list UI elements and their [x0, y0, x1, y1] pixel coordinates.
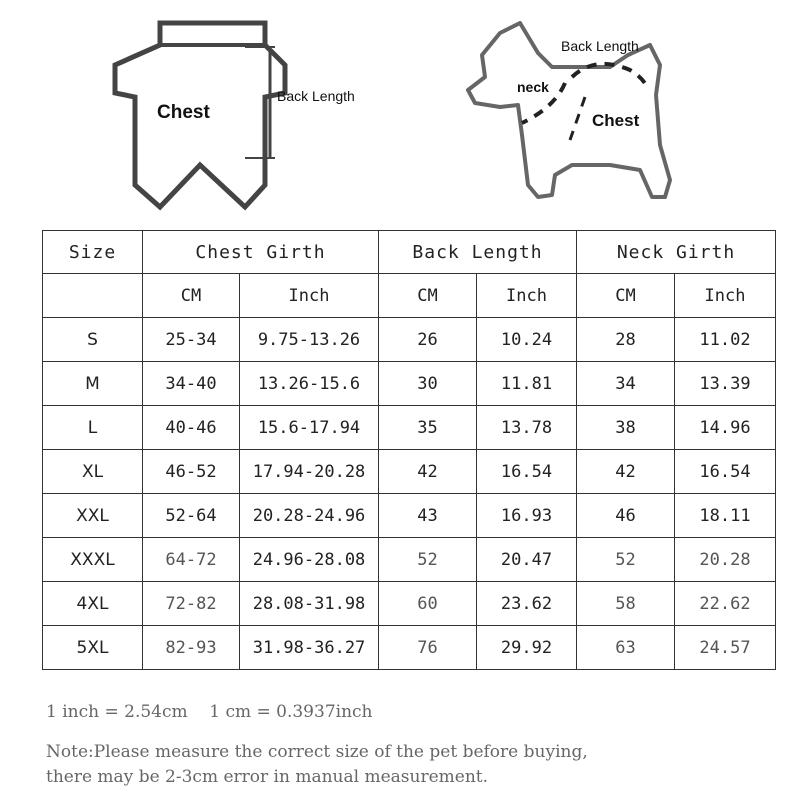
value-cell: 24.96-28.08: [240, 538, 379, 582]
size-cell: S: [43, 318, 143, 362]
value-cell: 11.02: [675, 318, 776, 362]
value-cell: 17.94-20.28: [240, 450, 379, 494]
value-cell: 40-46: [143, 406, 240, 450]
unit-chest-inch: Inch: [240, 274, 379, 318]
value-cell: 34-40: [143, 362, 240, 406]
value-cell: 42: [379, 450, 477, 494]
value-cell: 52-64: [143, 494, 240, 538]
value-cell: 24.57: [675, 626, 776, 670]
value-cell: 38: [577, 406, 675, 450]
value-cell: 13.26-15.6: [240, 362, 379, 406]
table-header-row: [43, 231, 776, 274]
size-cell: 4XL: [43, 582, 143, 626]
coat-outline-icon: [100, 15, 380, 215]
conversion-note: 1 inch = 2.54cm 1 cm = 0.3937inch: [46, 702, 373, 722]
unit-neck-cm: CM: [577, 274, 675, 318]
value-cell: 35: [379, 406, 477, 450]
value-cell: 20.47: [477, 538, 577, 582]
table-row: [43, 318, 776, 362]
value-cell: 63: [577, 626, 675, 670]
table-body: [43, 318, 776, 670]
value-cell: 34: [577, 362, 675, 406]
value-cell: 64-72: [143, 538, 240, 582]
value-cell: 31.98-36.27: [240, 626, 379, 670]
value-cell: 13.78: [477, 406, 577, 450]
size-cell: XXXL: [43, 538, 143, 582]
header-neck-girth: Neck Girth: [577, 231, 776, 274]
size-chart-table: [42, 230, 776, 670]
size-cell: XXL: [43, 494, 143, 538]
value-cell: 20.28: [675, 538, 776, 582]
header-size: Size: [43, 231, 143, 274]
value-cell: 16.93: [477, 494, 577, 538]
value-cell: 16.54: [675, 450, 776, 494]
size-cell: M: [43, 362, 143, 406]
dog-neck-label: neck: [517, 79, 549, 95]
value-cell: 52: [379, 538, 477, 582]
value-cell: 9.75-13.26: [240, 318, 379, 362]
value-cell: 23.62: [477, 582, 577, 626]
value-cell: 42: [577, 450, 675, 494]
value-cell: 15.6-17.94: [240, 406, 379, 450]
value-cell: 22.62: [675, 582, 776, 626]
measure-note-line1: Note:Please measure the correct size of the pet before buying,: [46, 742, 588, 762]
table-row: [43, 582, 776, 626]
header-blank: [43, 274, 143, 318]
table-units-row: [43, 274, 776, 318]
value-cell: 60: [379, 582, 477, 626]
unit-back-cm: CM: [379, 274, 477, 318]
dog-chest-label: Chest: [592, 111, 640, 130]
value-cell: 28.08-31.98: [240, 582, 379, 626]
measure-note-line2: there may be 2-3cm error in manual measurement.: [46, 767, 488, 787]
value-cell: 72-82: [143, 582, 240, 626]
table-row: [43, 362, 776, 406]
coat-chest-label: Chest: [157, 102, 210, 123]
value-cell: 20.28-24.96: [240, 494, 379, 538]
header-back-length: Back Length: [379, 231, 577, 274]
value-cell: 16.54: [477, 450, 577, 494]
table-row: [43, 494, 776, 538]
value-cell: 25-34: [143, 318, 240, 362]
value-cell: 46-52: [143, 450, 240, 494]
dog-back-length-label: Back Length: [561, 38, 639, 54]
value-cell: 10.24: [477, 318, 577, 362]
value-cell: 14.96: [675, 406, 776, 450]
value-cell: 58: [577, 582, 675, 626]
value-cell: 82-93: [143, 626, 240, 670]
size-cell: XL: [43, 450, 143, 494]
value-cell: 46: [577, 494, 675, 538]
unit-neck-inch: Inch: [675, 274, 776, 318]
table-row: [43, 406, 776, 450]
table-row: [43, 538, 776, 582]
table-row: [43, 450, 776, 494]
value-cell: 18.11: [675, 494, 776, 538]
unit-back-inch: Inch: [477, 274, 577, 318]
value-cell: 11.81: [477, 362, 577, 406]
unit-chest-cm: CM: [143, 274, 240, 318]
size-cell: 5XL: [43, 626, 143, 670]
value-cell: 43: [379, 494, 477, 538]
value-cell: 28: [577, 318, 675, 362]
value-cell: 13.39: [675, 362, 776, 406]
coat-diagram: [100, 15, 380, 215]
table-row: [43, 626, 776, 670]
value-cell: 30: [379, 362, 477, 406]
header-chest-girth: Chest Girth: [143, 231, 379, 274]
value-cell: 29.92: [477, 626, 577, 670]
value-cell: 26: [379, 318, 477, 362]
size-cell: L: [43, 406, 143, 450]
value-cell: 76: [379, 626, 477, 670]
value-cell: 52: [577, 538, 675, 582]
coat-back-length-label: Back Length: [277, 88, 355, 104]
